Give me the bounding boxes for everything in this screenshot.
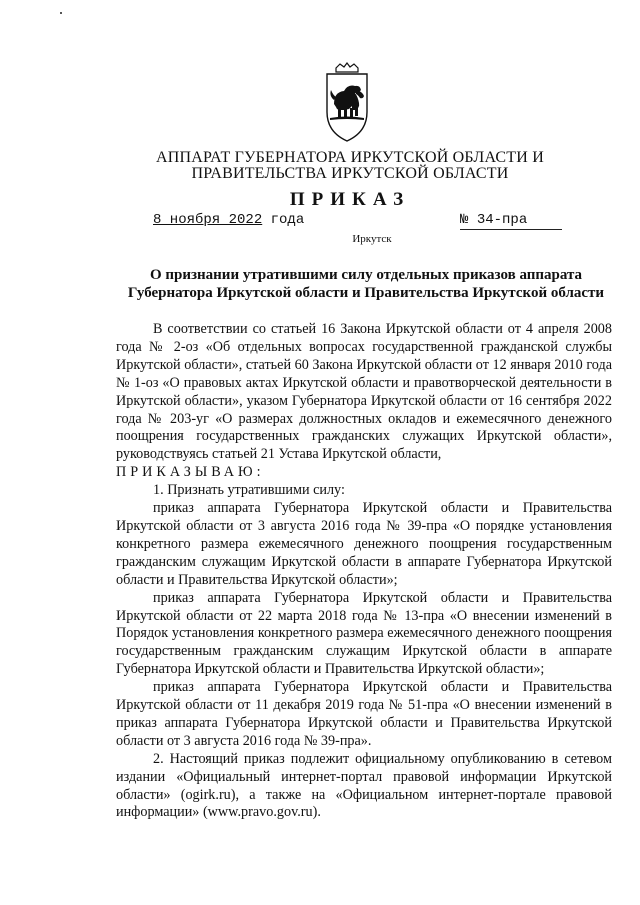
document-date xyxy=(153,212,304,228)
header-line-2: ПРАВИТЕЛЬСТВА ИРКУТСКОЙ ОБЛАСТИ xyxy=(191,165,509,182)
document-title: ПРИКАЗ xyxy=(289,189,411,210)
document-number xyxy=(460,212,562,230)
paragraph-prikazyvayu: ПРИКАЗЫВАЮ: xyxy=(116,464,265,481)
paragraph-item-1: 1. Признать утратившими силу: xyxy=(153,482,345,499)
number-prefix: № xyxy=(460,212,477,228)
paragraph-item-2: 2. Настоящий приказ подлежит официальному опубликованию в сетевом издании «Официальный интернет-портал правовой информации Иркутской области» (ogirk.ru), а также на «Официальном интернет-портале правовой информации» (www.pravo.gov.ru). xyxy=(116,750,612,821)
paragraph-order-b: приказ аппарата Губернатора Иркутской области и Правительства Иркутской области от 22 марта 2018 года № 13-пра «О внесении изменений в Порядок установления конкретного размера ежемесячного денежного поощрения государственным гражданским служащим Иркутской области в аппарате Губернатора Иркутской области и Правительства Иркутской области»; xyxy=(116,589,612,678)
document-subject: О признании утратившими силу отдельных приказов аппарата Губернатора Иркутской области и Правительства Иркутской области xyxy=(127,267,605,301)
document-body xyxy=(116,321,612,822)
city-label: Иркутск xyxy=(352,233,392,245)
date-value: 8 ноября 2022 xyxy=(153,212,263,228)
paragraph-order-a: приказ аппарата Губернатора Иркутской области и Правительства Иркутской области от 3 августа 2016 года № 39-пра «О порядке установления конкретного размера ежемесячного денежного поощрения государственным гражданским служащим Иркутской области в аппарате Губернатора Иркутской области и Правительства Иркутской области»; xyxy=(116,500,612,588)
number-value: 34-пра xyxy=(476,212,528,228)
paragraph-order-c: приказ аппарата Губернатора Иркутской области и Правительства Иркутской области от 11 декабря 2019 года № 51-пра «О внесении изменений в приказ аппарата Губернатора Иркутской области и Правительства Иркутской области от 3 августа 2016 года № 39-пра». xyxy=(116,679,612,749)
scan-mark xyxy=(60,12,62,14)
paragraph-intro: В соответствии со статьей 16 Закона Иркутской области от 4 апреля 2008 года № 2-оз «Об отдельных вопросах государственной гражданской службы Иркутской области», статьей 60 Закона Иркутской области от 12 января 2010 года № 1-оз «О правовых актах Иркутской области и правотворческой деятельности в Иркутской области», указом Губернатора Иркутской области от 16 сентября 2022 года № 203-уг «О размерах должностных окладов и ежемесячного денежного поощрения государственных гражданских служащих Иркутской области», руководствуясь статьей 21 Устава Иркутской области, xyxy=(116,321,612,463)
header-line-1: АППАРАТ ГУБЕРНАТОРА ИРКУТСКОЙ ОБЛАСТИ И xyxy=(156,149,544,166)
date-suffix: года xyxy=(262,212,305,228)
coat-of-arms-icon xyxy=(322,62,372,144)
